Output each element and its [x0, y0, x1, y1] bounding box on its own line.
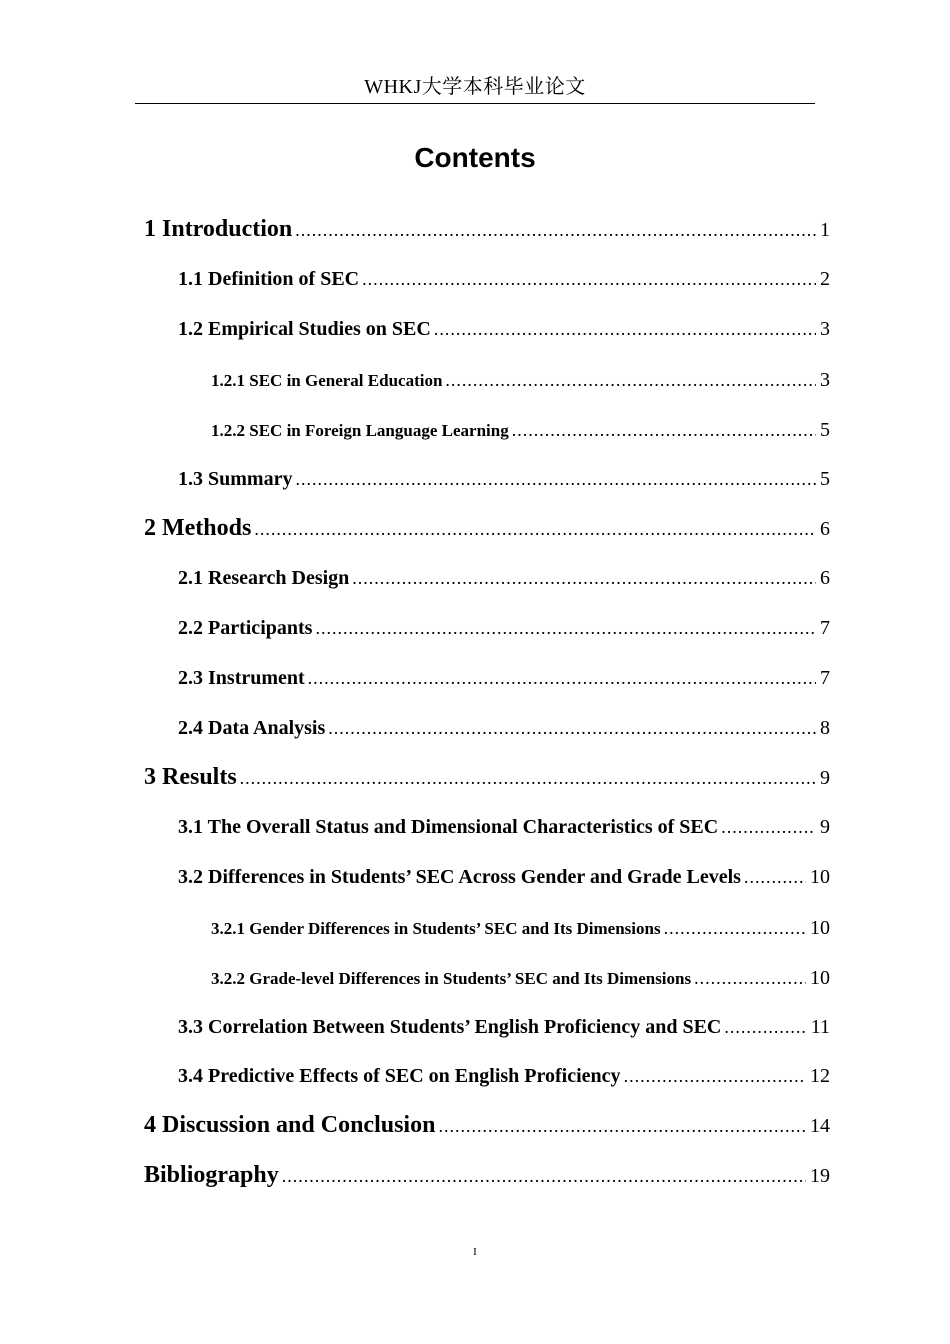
toc-leader-dots — [664, 918, 806, 939]
toc-entry-page: 1 — [820, 219, 830, 241]
toc-entry-label: Bibliography — [144, 1162, 279, 1188]
page-title: Contents — [414, 142, 536, 173]
footer-page-number: I — [473, 1246, 477, 1258]
toc-entry-page: 10 — [810, 917, 830, 939]
toc-entry-label: 1.3 Summary — [178, 468, 293, 490]
toc-leader-dots — [694, 968, 806, 989]
toc-entry-page: 8 — [820, 717, 830, 739]
toc-entry-page: 7 — [820, 617, 830, 639]
toc-leader-dots — [724, 1017, 806, 1038]
toc-entry-page: 5 — [820, 468, 830, 490]
toc-entry-label: 1 Introduction — [144, 216, 293, 242]
toc-entry-introduction[interactable] — [144, 216, 830, 243]
toc-leader-dots — [328, 718, 816, 739]
toc-entry-label: 1.2.1 SEC in General Education — [211, 371, 443, 390]
toc-entry-sec-general-education[interactable] — [211, 369, 830, 392]
toc-entry-page: 6 — [820, 567, 830, 589]
toc-entry-page: 6 — [820, 518, 830, 540]
toc-leader-dots — [254, 519, 816, 540]
toc-entry-discussion-conclusion[interactable] — [144, 1112, 830, 1139]
toc-entry-page: 9 — [820, 767, 830, 789]
toc-leader-dots — [434, 319, 816, 340]
toc-entry-label: 4 Discussion and Conclusion — [144, 1112, 436, 1138]
toc-entry-page: 7 — [820, 667, 830, 689]
toc-entry-page: 19 — [810, 1165, 830, 1187]
toc-entry-label: 2.2 Participants — [178, 617, 313, 639]
toc-entry-participants[interactable] — [178, 617, 830, 640]
toc-entry-research-design[interactable] — [178, 567, 830, 590]
toc-entry-page: 14 — [810, 1115, 830, 1137]
toc-leader-dots — [438, 1116, 806, 1137]
toc-entry-page: 9 — [820, 816, 830, 838]
toc-entry-page: 10 — [810, 866, 830, 888]
toc-leader-dots — [512, 420, 816, 441]
toc-entry-label: 2.4 Data Analysis — [178, 717, 326, 739]
toc-entry-label: 3.4 Predictive Effects of SEC on English Proficiency — [178, 1065, 621, 1087]
toc-entry-label: 2 Methods — [144, 515, 252, 541]
toc-leader-dots — [315, 618, 816, 639]
toc-entry-gender-differences[interactable] — [211, 917, 830, 940]
toc-entry-label: 3.2.1 Gender Differences in Students’ SEC and Its Dimensions — [211, 919, 661, 938]
toc-entry-label: 3.3 Correlation Between Students’ English Proficiency and SEC — [178, 1016, 722, 1038]
toc-leader-dots — [282, 1166, 806, 1187]
toc-entry-label: 2.1 Research Design — [178, 567, 350, 589]
toc-entry-page: 12 — [810, 1065, 830, 1087]
toc-entry-label: 1.2.2 SEC in Foreign Language Learning — [211, 421, 509, 440]
toc-entry-predictive-effects[interactable] — [178, 1065, 830, 1088]
toc-entry-label: 3.2 Differences in Students’ SEC Across Gender and Grade Levels — [178, 866, 741, 888]
toc-entry-summary[interactable] — [178, 468, 830, 491]
toc-entry-label: 3 Results — [144, 764, 237, 790]
toc-leader-dots — [744, 867, 806, 888]
toc-leader-dots — [295, 220, 816, 241]
toc-entry-page: 2 — [820, 268, 830, 290]
toc-leader-dots — [624, 1066, 806, 1087]
toc-entry-page: 10 — [810, 967, 830, 989]
toc-leader-dots — [308, 668, 816, 689]
toc-entry-bibliography[interactable] — [144, 1162, 830, 1189]
toc-entry-methods[interactable] — [144, 515, 830, 542]
toc-leader-dots — [295, 469, 816, 490]
toc-leader-dots — [240, 768, 816, 789]
toc-entry-page: 5 — [820, 419, 830, 441]
toc-entry-label: 3.2.2 Grade-level Differences in Students’ SEC and Its Dimensions — [211, 969, 692, 988]
toc-entry-label: 3.1 The Overall Status and Dimensional Characteristics of SEC — [178, 816, 719, 838]
toc-entry-page: 11 — [810, 1016, 830, 1038]
toc-entry-instrument[interactable] — [178, 667, 830, 690]
toc-entry-label: 1.1 Definition of SEC — [178, 268, 360, 290]
toc-entry-differences-gender-grade[interactable] — [178, 866, 830, 889]
toc-entry-label: 2.3 Instrument — [178, 667, 305, 689]
toc-entry-correlation[interactable] — [178, 1016, 830, 1039]
toc-leader-dots — [721, 817, 816, 838]
toc-entry-grade-level-differences[interactable] — [211, 967, 830, 990]
header-rule — [135, 103, 815, 104]
toc-entry-page: 3 — [820, 318, 830, 340]
toc-leader-dots — [445, 370, 816, 391]
toc-entry-empirical-studies[interactable] — [178, 318, 830, 341]
toc-entry-definition-of-sec[interactable] — [178, 268, 830, 291]
running-header: WHKJ大学本科毕业论文 — [364, 76, 586, 98]
toc-entry-sec-foreign-language[interactable] — [211, 419, 830, 442]
toc-entry-label: 1.2 Empirical Studies on SEC — [178, 318, 431, 340]
toc-leader-dots — [352, 568, 816, 589]
toc-leader-dots — [362, 269, 816, 290]
toc-entry-overall-status[interactable] — [178, 816, 830, 839]
toc-entry-data-analysis[interactable] — [178, 717, 830, 740]
toc-entry-page: 3 — [820, 369, 830, 391]
toc-entry-results[interactable] — [144, 764, 830, 791]
